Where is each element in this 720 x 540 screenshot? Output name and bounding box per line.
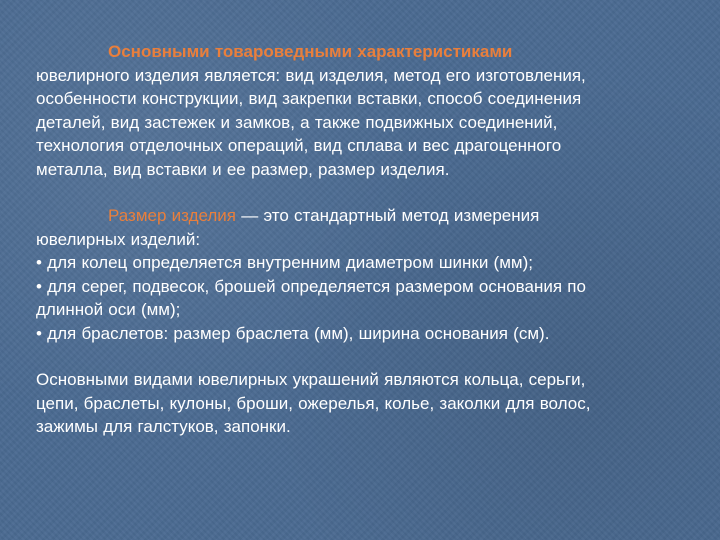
characteristics-paragraph xyxy=(36,40,692,181)
bullet-rings: • для колец определяется внутренним диаметром шинки (мм); xyxy=(36,253,533,272)
bullet-earrings: • для серег, подвесок, брошей определяется размером основания по длинной оси (мм); xyxy=(36,276,586,319)
size-intro: — это стандартный метод измерения ювелирных изделий: xyxy=(36,206,540,249)
bullet-bracelets: • для браслетов: размер браслета (мм), ширина основания (см). xyxy=(36,323,550,343)
characteristics-text: ювелирного изделия является: вид изделия, метод его изготовления, особенности конструкции, вид закрепки вставки, способ соединения деталей, вид застежек и замков, а также подвижных соединений, технология отделочных операций, вид сплава и вес драгоценного металла, вид вставки и ее размер, размер изделия. xyxy=(36,65,586,179)
types-paragraph: Основными видами ювелирных украшений являются кольца, серьги, цепи, браслеты, кулоны, броши, ожерелья, колье, заколки для волос, зажимы для галстуков, запонки. xyxy=(36,370,591,436)
size-paragraph xyxy=(36,204,692,345)
characteristics-heading: Основными товароведными характеристиками xyxy=(108,42,513,61)
size-term: Размер изделия xyxy=(108,206,236,225)
